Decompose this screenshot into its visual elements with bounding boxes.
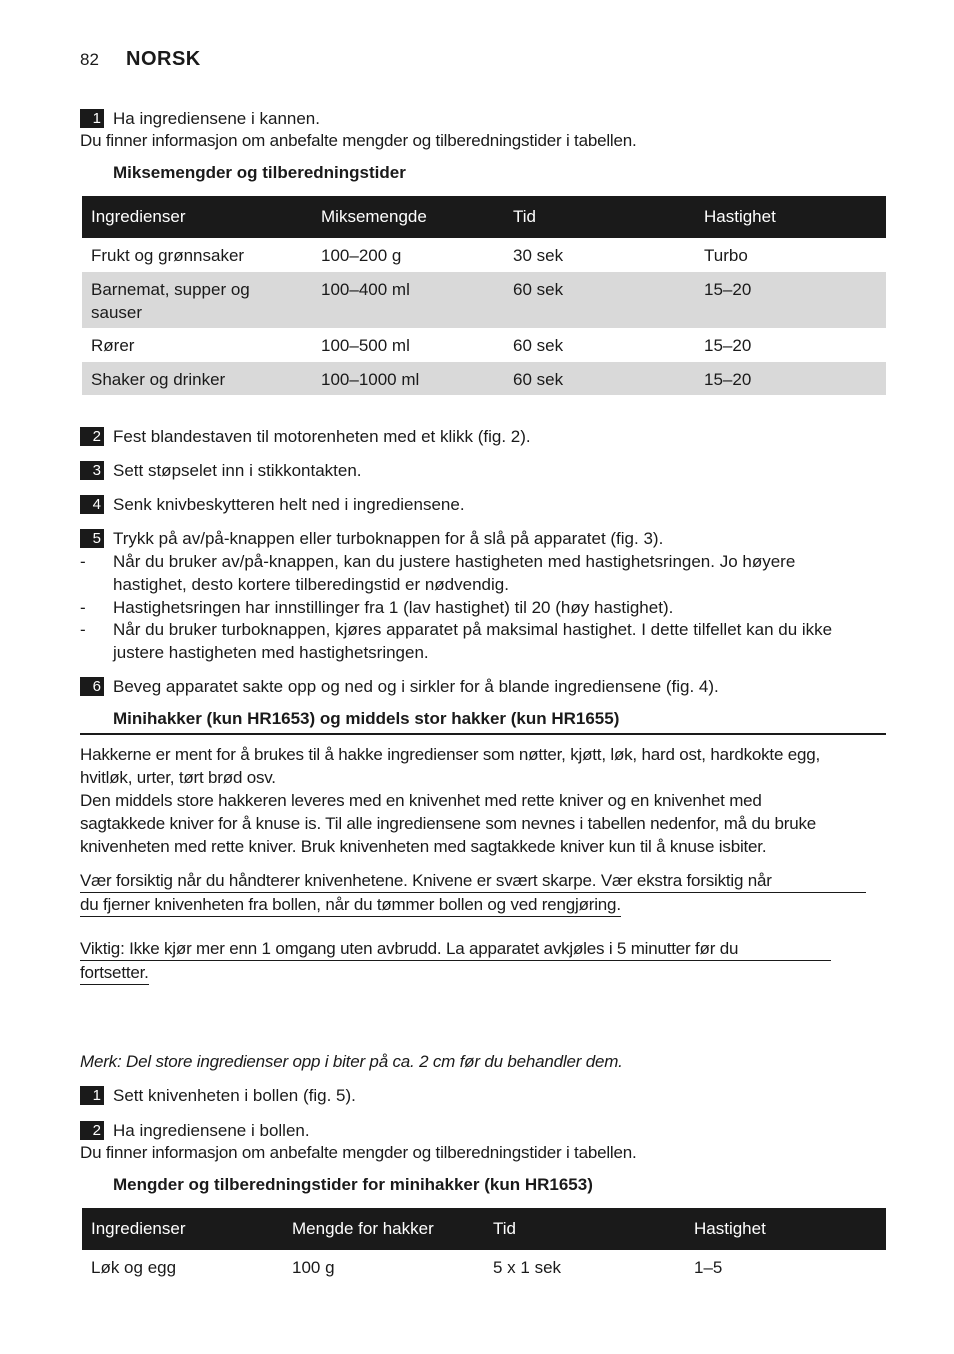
table-cell: Løk og egg xyxy=(91,1258,177,1277)
table-cell: 15–20 xyxy=(704,336,752,355)
bullet-line: hastighet, desto kortere tilberedingstid er nødvendig. xyxy=(113,575,509,594)
bullet-dash: - xyxy=(80,552,86,571)
important-line: Viktig: Ikke kjør mer enn 1 omgang uten avbrudd. La apparatet avkjøles i 5 minutter før du xyxy=(80,938,831,961)
mixing-table xyxy=(82,196,886,395)
table-cell: Frukt og grønnsaker xyxy=(91,246,245,265)
table-cell: 100–1000 ml xyxy=(312,362,504,395)
step-text: Sett støpselet inn i stikkontakten. xyxy=(113,461,362,480)
bullet-text xyxy=(113,550,795,596)
bullet-line: Hastighetsringen har innstillinger fra 1 (lav hastighet) til 20 (høy hastighet). xyxy=(113,598,674,617)
warning-line: du fjerner knivenheten fra bollen, når du tømmer bollen og ved rengjøring. xyxy=(80,894,621,917)
table-row xyxy=(82,328,886,362)
table-info-text: Du finner informasjon om anbefalte mengder og tilberedningstider i tabellen. xyxy=(80,131,637,150)
table-row xyxy=(82,362,886,395)
table-cell: 100–400 ml xyxy=(312,272,504,328)
language-heading: NORSK xyxy=(126,48,201,70)
step-4 xyxy=(80,493,465,516)
table-cell: 100 g xyxy=(292,1258,335,1277)
table-cell: 15–20 xyxy=(695,272,886,328)
step-1 xyxy=(80,1084,356,1107)
step-5 xyxy=(80,527,663,550)
paragraph-line: sagtakkede kniver for å knuse is. Til alle ingrediensene som nevnes i tabellen nedenfor, må du bruke xyxy=(80,814,817,833)
table-cell: Shaker og drinker xyxy=(82,362,312,395)
table-row xyxy=(82,238,886,272)
table-header-cell: Mengde for hakker xyxy=(283,1208,484,1250)
important-line: fortsetter. xyxy=(80,962,149,985)
table-cell-line: sauser xyxy=(91,303,143,322)
step-number: 1 xyxy=(80,109,104,128)
table-cell: 60 sek xyxy=(504,362,695,395)
step-number: 2 xyxy=(80,1121,104,1140)
step-text: Ha ingrediensene i kannen. xyxy=(113,109,320,128)
step-number: 3 xyxy=(80,461,104,480)
bullet-dash: - xyxy=(80,598,86,617)
table-cell: Rører xyxy=(91,336,135,355)
page-number: 82 xyxy=(80,50,99,69)
paragraph-line: Hakkerne er ment for å brukes til å hakke ingredienser som nøtter, kjøtt, løk, hard ost, hardkokte egg, xyxy=(80,745,821,764)
step-number: 6 xyxy=(80,677,104,696)
table-header-cell: Ingredienser xyxy=(82,196,312,238)
step-text: Ha ingrediensene i bollen. xyxy=(113,1121,310,1140)
table-cell: Turbo xyxy=(704,246,748,265)
step-number: 5 xyxy=(80,529,104,548)
table-cell: 100–500 ml xyxy=(321,336,410,355)
bullet-dash: - xyxy=(80,620,86,639)
bullet-line: justere hastigheten med hastighetsringen. xyxy=(113,643,429,662)
step-6 xyxy=(80,675,719,698)
table-row xyxy=(82,272,886,328)
step-text: Senk knivbeskytteren helt ned i ingrediensene. xyxy=(113,495,465,514)
paragraph-line: hvitløk, urter, tørt brød osv. xyxy=(80,768,276,787)
step-text: Sett knivenheten i bollen (fig. 5). xyxy=(113,1086,356,1105)
note-text: Merk: Del store ingredienser opp i biter på ca. 2 cm før du behandler dem. xyxy=(80,1052,623,1071)
table-title: Mengder og tilberedningstider for minihakker (kun HR1653) xyxy=(113,1175,593,1194)
section-heading: Minihakker (kun HR1653) og middels stor hakker (kun HR1655) xyxy=(113,709,620,728)
body-paragraph xyxy=(80,743,820,858)
table-header-cell: Miksemengde xyxy=(312,196,504,238)
table-title: Miksemengder og tilberedningstider xyxy=(113,163,406,182)
step-number: 4 xyxy=(80,495,104,514)
step-1 xyxy=(80,107,320,130)
section-divider xyxy=(80,733,886,735)
table-cell: 60 sek xyxy=(504,272,695,328)
bullet-item xyxy=(80,596,886,619)
step-3 xyxy=(80,459,362,482)
step-2 xyxy=(80,1119,310,1142)
table-row xyxy=(82,1250,886,1284)
table-header-cell: Hastighet xyxy=(685,1208,886,1250)
step-number: 1 xyxy=(80,1086,104,1105)
important-text xyxy=(80,937,831,985)
step-text: Fest blandestaven til motorenheten med et klikk (fig. 2). xyxy=(113,427,531,446)
paragraph-line: knivenheten med rette kniver. Bruk knivenheten med sagtakkede kniver kun til å knuse isbiter. xyxy=(80,837,767,856)
table-cell: 60 sek xyxy=(513,336,564,355)
bullet-item xyxy=(80,550,886,596)
chopper-table xyxy=(82,1208,886,1284)
table-info-text: Du finner informasjon om anbefalte mengder og tilberedningstider i tabellen. xyxy=(80,1143,637,1162)
table-cell: 15–20 xyxy=(695,362,886,395)
paragraph-line: Den middels store hakkeren leveres med en knivenhet med rette kniver og en knivenhet med xyxy=(80,791,762,810)
bullet-line: Når du bruker av/på-knappen, kan du justere hastigheten med hastighetsringen. Jo høyere xyxy=(113,552,796,571)
table-header-cell: Ingredienser xyxy=(82,1208,283,1250)
bullet-text xyxy=(113,618,832,664)
table-cell: 1–5 xyxy=(694,1258,723,1277)
bullet-item xyxy=(80,618,886,664)
table-cell: 5 x 1 sek xyxy=(493,1258,562,1277)
table-cell xyxy=(82,272,312,328)
table-header-cell: Tid xyxy=(484,1208,685,1250)
table-header-row xyxy=(82,196,886,238)
table-header-cell: Hastighet xyxy=(695,196,886,238)
step-number: 2 xyxy=(80,427,104,446)
step-2 xyxy=(80,425,531,448)
table-header-cell: Tid xyxy=(504,196,695,238)
bullet-line: Når du bruker turboknappen, kjøres apparatet på maksimal hastighet. I dette tilfellet kan du ikke xyxy=(113,620,833,639)
table-header-row xyxy=(82,1208,886,1250)
table-cell: 100–200 g xyxy=(321,246,402,265)
warning-line: Vær forsiktig når du håndterer knivenhetene. Knivene er svært skarpe. Vær ekstra forsiktig når xyxy=(80,870,866,893)
warning-text xyxy=(80,869,866,917)
table-cell: 30 sek xyxy=(513,246,564,265)
step-text: Trykk på av/på-knappen eller turboknappen for å slå på apparatet (fig. 3). xyxy=(113,529,664,548)
table-cell-line: Barnemat, supper og xyxy=(91,280,250,299)
step-text: Beveg apparatet sakte opp og ned og i sirkler for å blande ingrediensene (fig. 4). xyxy=(113,677,719,696)
